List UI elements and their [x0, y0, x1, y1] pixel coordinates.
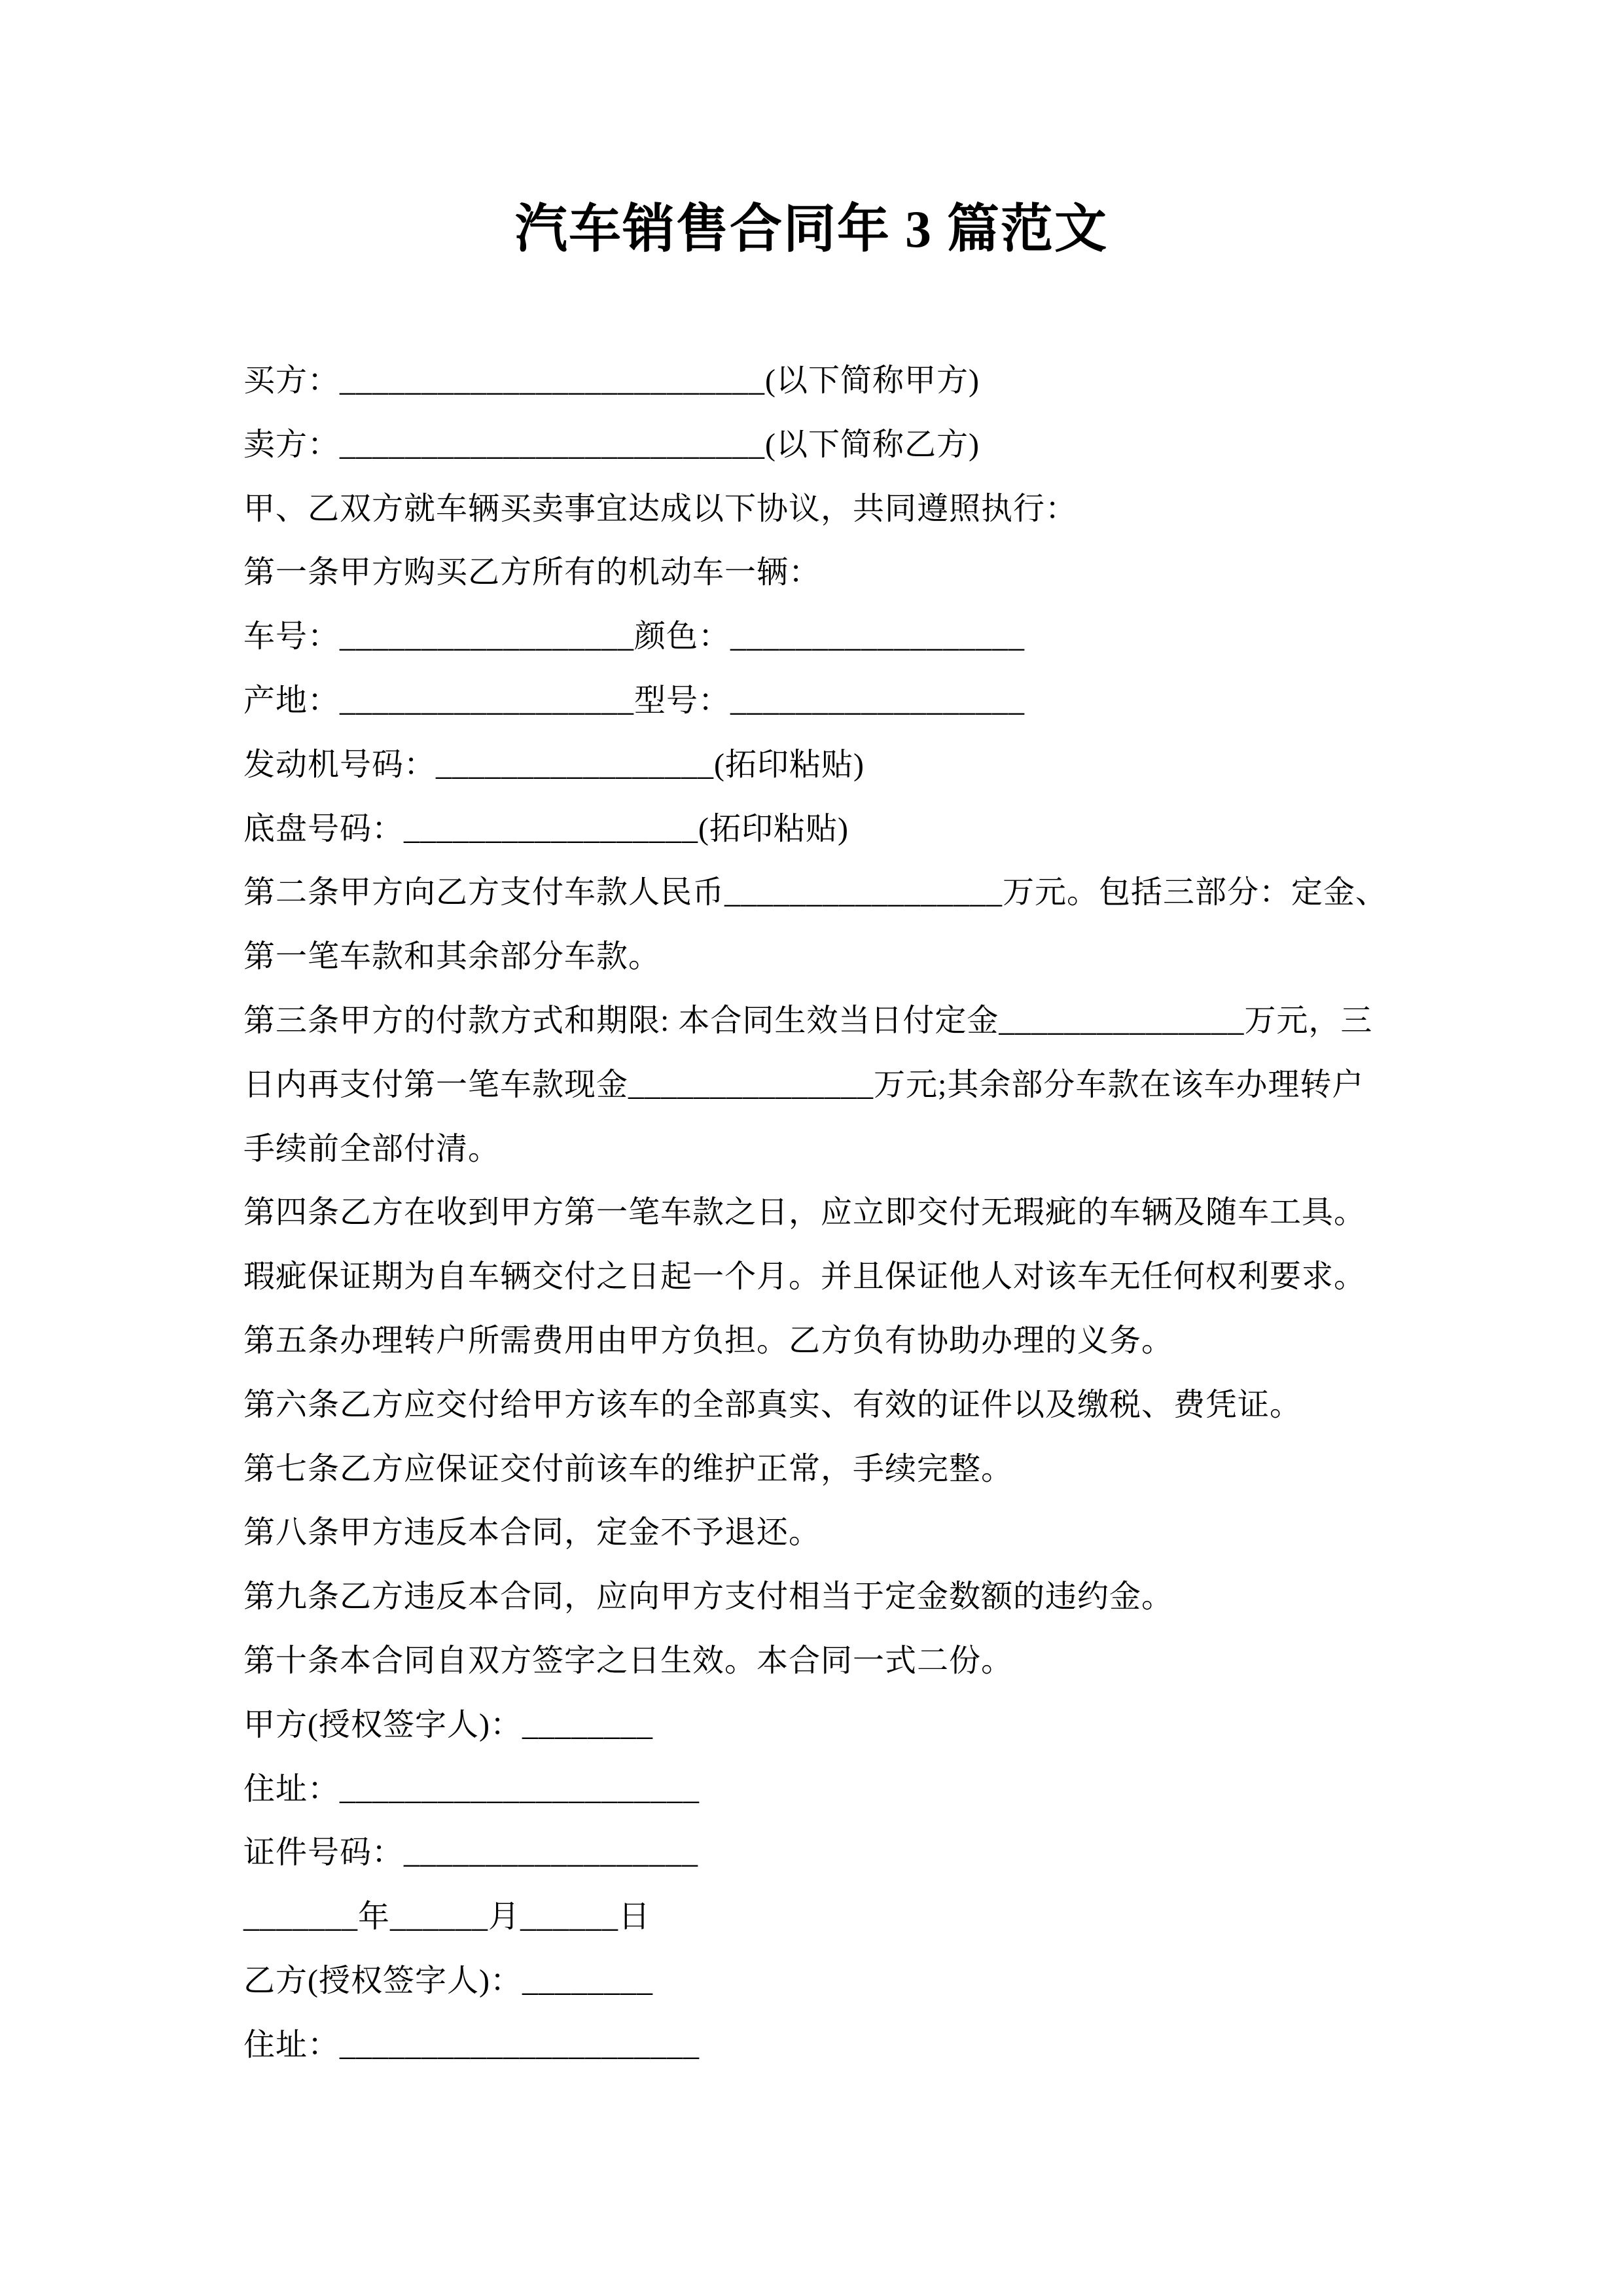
line-buyer: 买方：__________________________(以下简称甲方) [243, 363, 980, 398]
line-party-b-address: 住址：______________________ [243, 2027, 700, 2062]
line-plate-and-color: 车号：__________________颜色：__________________ [243, 619, 1026, 655]
line-article-6: 第六条乙方应交付给甲方该车的全部真实、有效的证件以及缴税、费凭证。 [243, 1387, 1302, 1422]
line-engine-number: 发动机号码：_________________(拓印粘贴) [243, 747, 865, 782]
line-agreement-intro: 甲、乙双方就车辆买卖事宜达成以下协议，共同遵照执行： [243, 491, 1078, 526]
line-chassis-number: 底盘号码：__________________(拓印粘贴) [243, 811, 849, 846]
line-article-4b: 瑕疵保证期为自车辆交付之日起一个月。并且保证他人对该车无任何权利要求。 [243, 1259, 1366, 1295]
line-article-1: 第一条甲方购买乙方所有的机动车一辆： [243, 555, 821, 590]
line-article-10: 第十条本合同自双方签字之日生效。本合同一式二份。 [243, 1643, 1014, 1678]
line-seller: 卖方：__________________________(以下简称乙方) [243, 427, 980, 462]
line-article-9: 第九条乙方违反本合同，应向甲方支付相当于定金数额的违约金。 [243, 1579, 1174, 1615]
line-article-3c: 手续前全部付清。 [243, 1131, 501, 1166]
line-article-3a: 第三条甲方的付款方式和期限: 本合同生效当日付定金_______________万元，三 [243, 1003, 1373, 1038]
line-article-2b: 第一笔车款和其余部分车款。 [243, 939, 661, 975]
line-party-a-id-number: 证件号码：__________________ [243, 1835, 699, 1871]
contract-body [243, 349, 1415, 2077]
line-article-7: 第七条乙方应保证交付前该车的维护正常，手续完整。 [243, 1451, 1014, 1486]
line-party-a-address: 住址：______________________ [243, 1771, 700, 1806]
document-title: 汽车销售合同年 3 篇范文 [515, 201, 1108, 259]
line-article-8: 第八条甲方违反本合同，定金不予退还。 [243, 1515, 821, 1551]
line-origin-and-model: 产地：__________________型号：__________________ [243, 683, 1026, 718]
line-article-2a: 第二条甲方向乙方支付车款人民币_________________万元。包括三部分：定金、 [243, 875, 1388, 910]
line-date: _______年______月______日 [243, 1899, 651, 1935]
line-article-5: 第五条办理转户所需费用由甲方负担。乙方负有协助办理的义务。 [243, 1323, 1174, 1358]
line-party-b-signer: 乙方(授权签字人)：________ [243, 1963, 653, 1998]
line-article-3b: 日内再支付第一笔车款现金_______________万元;其余部分车款在该车办理转户 [243, 1067, 1364, 1102]
line-party-a-signer: 甲方(授权签字人)：________ [243, 1707, 653, 1742]
line-article-4a: 第四条乙方在收到甲方第一笔车款之日，应立即交付无瑕疵的车辆及随车工具。 [243, 1195, 1366, 1230]
